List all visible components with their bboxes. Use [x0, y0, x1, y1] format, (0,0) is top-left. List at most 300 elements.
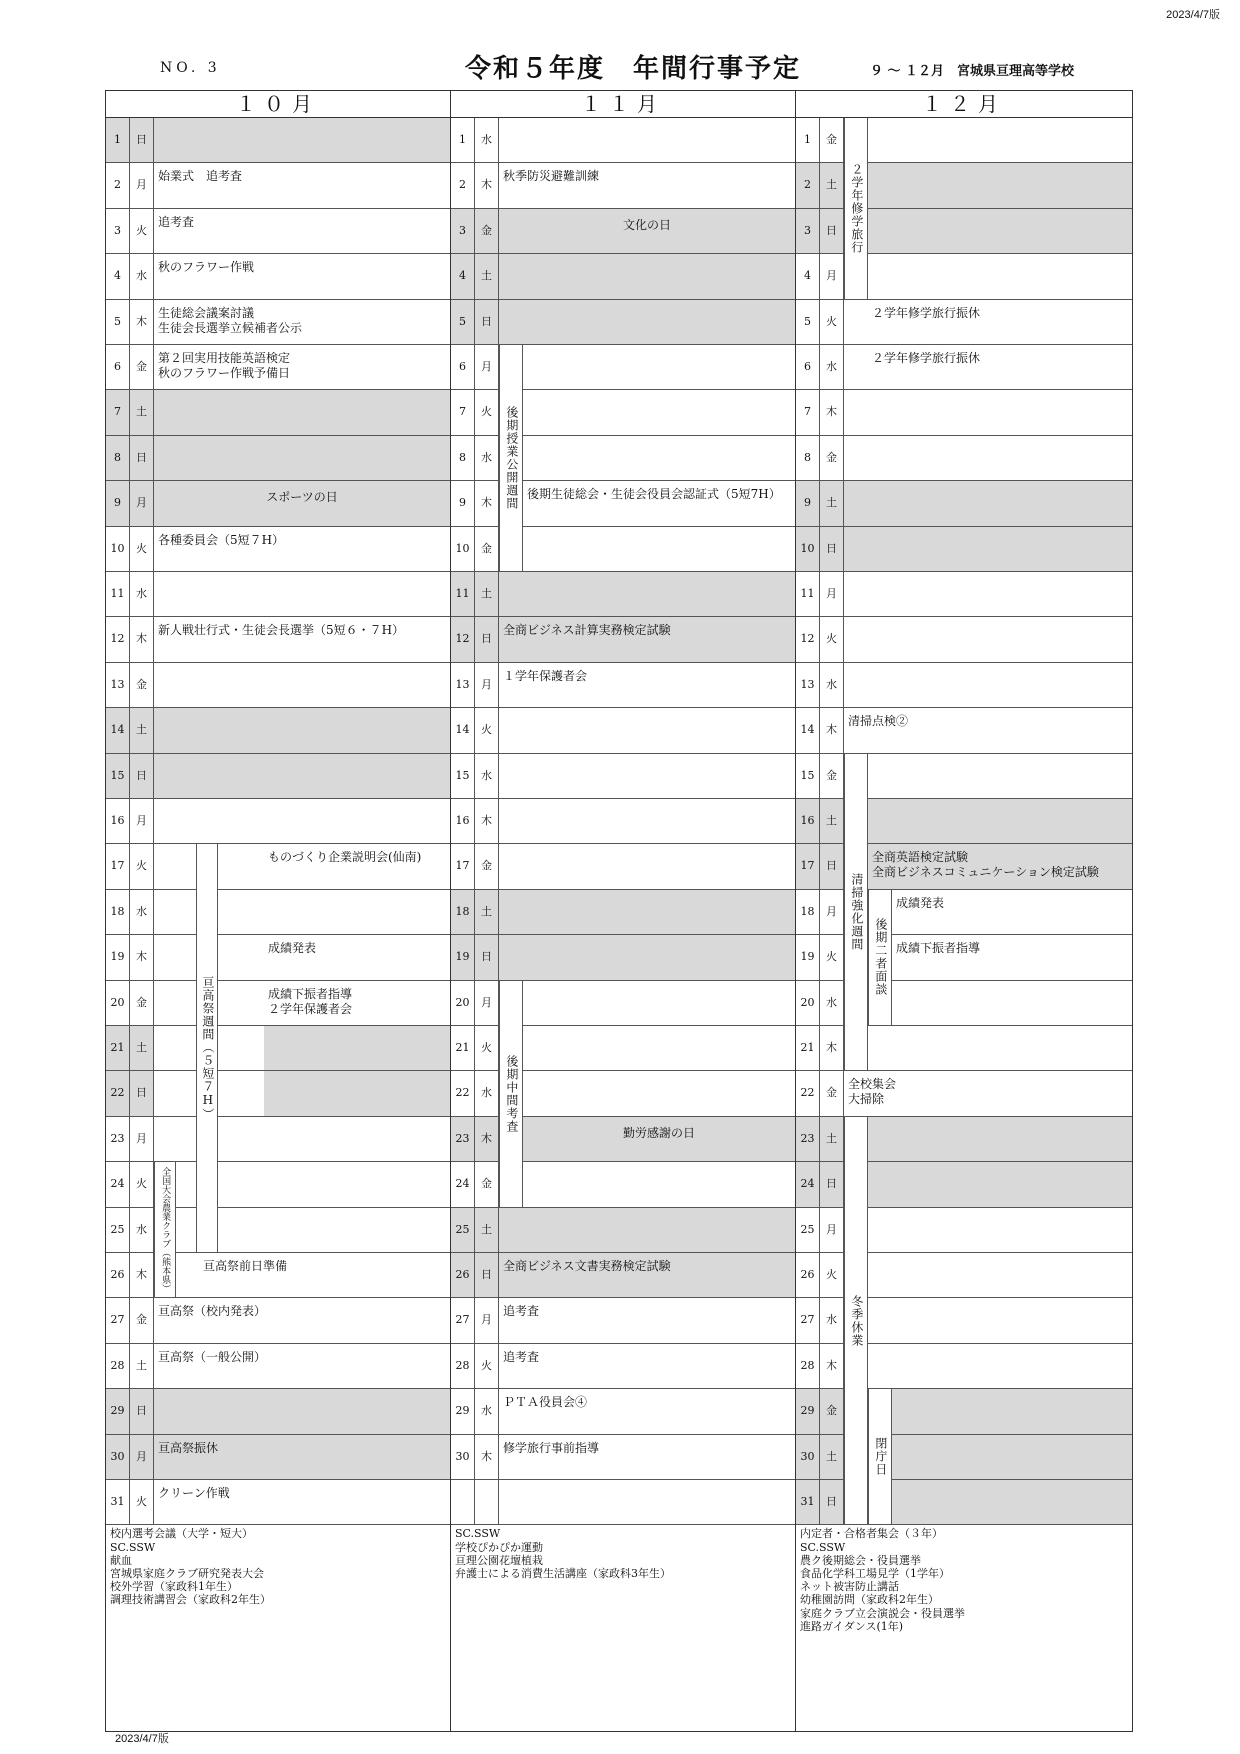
event-text [154, 390, 450, 434]
period-band: 後期中間考査 [499, 981, 523, 1207]
event-text [499, 300, 795, 344]
event-text: 全商ビジネス文書実務検定試験 [499, 1253, 795, 1297]
day-row [451, 663, 795, 708]
day-number: 16 [451, 799, 475, 843]
weekday: 木 [820, 390, 844, 434]
event-text: 文化の日 [499, 209, 795, 253]
event-text: 全商英語検定試験 全商ビジネスコミュニケーション検定試験 [868, 844, 1132, 888]
day-number: 26 [796, 1253, 820, 1297]
event-text [499, 799, 795, 843]
event-text: 全商ビジネス計算実務検定試験 [499, 617, 795, 661]
event-text [154, 799, 450, 843]
month-column-december [796, 91, 1132, 1731]
weekday: 水 [475, 1389, 499, 1433]
day-number: 27 [106, 1298, 130, 1342]
weekday: 木 [130, 935, 154, 979]
day-row [106, 300, 450, 345]
weekday: 日 [130, 436, 154, 480]
day-row [106, 981, 450, 1026]
day-row [106, 663, 450, 708]
event-text [499, 754, 795, 798]
event-text [499, 844, 795, 888]
day-number: 20 [451, 981, 475, 1025]
page-title: 令和５年度 年間行事予定 [465, 54, 802, 84]
weekday: 木 [475, 163, 499, 207]
weekday: 月 [130, 163, 154, 207]
event-text [844, 436, 1132, 480]
weekday: 木 [475, 1117, 499, 1161]
weekday: 火 [475, 1344, 499, 1388]
weekday: 金 [475, 1162, 499, 1206]
day-number: 1 [451, 118, 475, 162]
day-row [106, 209, 450, 254]
month-header: １２月 [796, 91, 1132, 118]
weekday: 月 [820, 890, 844, 934]
event-text: ２学年修学旅行振休 [872, 351, 981, 365]
event-text: 成績下振者指導 ２学年保護者会 [268, 986, 353, 1016]
day-number: 22 [451, 1071, 475, 1115]
day-number: 5 [106, 300, 130, 344]
day-number: 14 [451, 708, 475, 752]
event-text [499, 118, 795, 162]
day-number: 21 [796, 1026, 820, 1070]
weekday: 月 [820, 572, 844, 616]
day-number: 30 [796, 1435, 820, 1479]
weekday: 日 [820, 209, 844, 253]
day-row [106, 1435, 450, 1480]
weekday: 火 [130, 527, 154, 571]
event-text [868, 799, 1132, 843]
day-row [451, 935, 795, 980]
day-number: 17 [106, 844, 130, 888]
day-number: 31 [106, 1480, 130, 1524]
event-text: 成績下振者指導 [896, 941, 981, 956]
day-number: 17 [451, 844, 475, 888]
weekday: 土 [820, 481, 844, 525]
weekday: 金 [475, 844, 499, 888]
weekday: 金 [820, 1071, 844, 1115]
day-number: 6 [796, 345, 820, 389]
event-text: １学年保護者会 [503, 668, 588, 683]
day-row [451, 1253, 795, 1298]
version-label: 2023/4/7版 [1166, 9, 1220, 21]
day-row [451, 118, 795, 163]
day-row [451, 163, 795, 208]
weekday: 土 [475, 890, 499, 934]
event-text [499, 935, 795, 979]
weekday: 火 [820, 1253, 844, 1297]
monthly-notes: 校内選考会議（大学・短大） SC.SSW 献血 宮城県家庭クラブ研究発表大会 校外学習（家政科1年生） 調理技術講習会（家政科2年生） [110, 1527, 271, 1607]
event-text: クリーン作戦 [158, 1486, 230, 1500]
annual-schedule-table [105, 90, 1133, 1732]
event-text: 亘高祭（校内発表） [158, 1304, 267, 1319]
weekday: 土 [130, 708, 154, 752]
weekday: 木 [475, 1435, 499, 1479]
day-number: 11 [451, 572, 475, 616]
weekday: 日 [820, 1162, 844, 1206]
event-text [868, 118, 1132, 162]
day-row [106, 708, 450, 753]
day-number: 26 [106, 1253, 130, 1297]
event-text: 秋季防災避難訓練 [503, 169, 600, 184]
month-column-november [451, 91, 796, 1731]
day-row [451, 1389, 795, 1434]
event-text [523, 390, 795, 434]
event-text: 生徒総会議案討議 生徒会長選挙立候補者公示 [158, 305, 303, 335]
day-number: 23 [451, 1117, 475, 1161]
weekday: 水 [130, 1208, 154, 1252]
day-number: 27 [451, 1298, 475, 1342]
day-row [451, 708, 795, 753]
weekday: 土 [820, 1117, 844, 1161]
day-row [796, 481, 1132, 526]
event-text [264, 1117, 450, 1161]
period-band: 清掃強化週間 [844, 754, 868, 1071]
weekday: 木 [820, 1026, 844, 1070]
event-text: 亘高祭前日準備 [203, 1259, 288, 1273]
day-row [106, 345, 450, 390]
event-text [499, 708, 795, 752]
weekday: 月 [130, 1117, 154, 1161]
weekday: 木 [130, 617, 154, 661]
weekday: 金 [820, 754, 844, 798]
day-row [106, 1298, 450, 1343]
weekday: 木 [820, 708, 844, 752]
weekday: 金 [820, 1389, 844, 1433]
weekday: 日 [475, 617, 499, 661]
event-text: スポーツの日 [154, 481, 450, 525]
day-number: 28 [106, 1344, 130, 1388]
version-label-footer: 2023/4/7版 [115, 1733, 169, 1745]
day-row [106, 617, 450, 662]
day-row [796, 300, 1132, 345]
day-number: 23 [796, 1117, 820, 1161]
event-text: ２学年修学旅行振休 [872, 305, 981, 320]
day-number: 22 [796, 1071, 820, 1115]
weekday: 水 [475, 754, 499, 798]
event-text [264, 1026, 450, 1070]
day-number: 24 [106, 1162, 130, 1206]
weekday: 金 [130, 981, 154, 1025]
month-header: １１月 [451, 91, 795, 118]
event-text [868, 254, 1132, 298]
day-number: 17 [796, 844, 820, 888]
day-row [451, 754, 795, 799]
day-number: 13 [796, 663, 820, 707]
weekday: 月 [475, 663, 499, 707]
document-number: NO. 3 [160, 60, 221, 76]
day-number: 10 [796, 527, 820, 571]
event-text [154, 663, 450, 707]
day-row [106, 1026, 450, 1071]
day-row [106, 935, 450, 980]
weekday: 日 [475, 1253, 499, 1297]
period-band: 後期授業公開週間 [499, 345, 523, 571]
day-number: 11 [796, 572, 820, 616]
weekday: 火 [475, 708, 499, 752]
weekday: 木 [820, 1344, 844, 1388]
day-row [796, 663, 1132, 708]
event-text: 秋のフラワー作戦 [158, 260, 255, 275]
day-number: 29 [451, 1389, 475, 1433]
weekday: 金 [820, 118, 844, 162]
day-number: 24 [451, 1162, 475, 1206]
event-text [844, 481, 1132, 525]
day-number: 20 [796, 981, 820, 1025]
event-text [523, 1026, 795, 1070]
event-text: 新人戦壮行式・生徒会長選挙（5短６・７H） [158, 623, 405, 638]
day-row [106, 163, 450, 208]
event-text [499, 1480, 795, 1524]
day-row [106, 390, 450, 435]
event-text [892, 1389, 1132, 1433]
period-and-school: ９ ～ １２月 宮城県亘理高等学校 [870, 64, 1075, 79]
day-number: 16 [796, 799, 820, 843]
weekday: 月 [475, 1298, 499, 1342]
weekday: 日 [475, 300, 499, 344]
day-number: 6 [106, 345, 130, 389]
event-text [892, 981, 1132, 1025]
event-text [154, 1389, 450, 1433]
weekday: 月 [475, 345, 499, 389]
day-row [796, 708, 1132, 753]
weekday: 水 [130, 890, 154, 934]
day-number: 3 [106, 209, 130, 253]
event-text [264, 1162, 450, 1206]
event-text: 亘高祭（一般公開） [158, 1349, 267, 1364]
day-number: 9 [106, 481, 130, 525]
event-text [154, 572, 450, 616]
weekday: 月 [130, 481, 154, 525]
day-number: 16 [106, 799, 130, 843]
weekday: 日 [820, 1480, 844, 1524]
weekday: 土 [475, 254, 499, 298]
weekday: 水 [820, 981, 844, 1025]
weekday: 火 [475, 1026, 499, 1070]
day-number: 8 [796, 436, 820, 480]
weekday: 水 [820, 345, 844, 389]
day-row [796, 390, 1132, 435]
weekday: 月 [475, 981, 499, 1025]
day-number: 25 [796, 1208, 820, 1252]
day-number: 7 [796, 390, 820, 434]
day-number: 15 [106, 754, 130, 798]
weekday: 木 [130, 300, 154, 344]
day-row [796, 1071, 1132, 1116]
day-number: 8 [106, 436, 130, 480]
event-text: 始業式 追考査 [158, 169, 243, 184]
day-number: 3 [451, 209, 475, 253]
weekday: 木 [130, 1253, 154, 1297]
weekday: 金 [130, 345, 154, 389]
day-number: 22 [106, 1071, 130, 1115]
weekday: 土 [130, 1026, 154, 1070]
day-number: 14 [796, 708, 820, 752]
event-text: 追考査 [158, 214, 195, 229]
event-text [868, 209, 1132, 253]
day-row [106, 1117, 450, 1162]
event-text [499, 1208, 795, 1252]
day-row [451, 1435, 795, 1480]
weekday: 月 [820, 1208, 844, 1252]
event-text [523, 1162, 795, 1206]
weekday: 日 [820, 844, 844, 888]
event-text [868, 1026, 1132, 1070]
day-row [796, 345, 1132, 390]
month-column-october [106, 91, 451, 1731]
day-row [106, 481, 450, 526]
day-number: 20 [106, 981, 130, 1025]
day-number [451, 1480, 475, 1524]
event-text [868, 1253, 1132, 1297]
weekday: 金 [475, 209, 499, 253]
day-number: 4 [796, 254, 820, 298]
event-text [844, 572, 1132, 616]
weekday: 日 [130, 1071, 154, 1115]
event-text [868, 1162, 1132, 1206]
day-number: 9 [451, 481, 475, 525]
weekday: 月 [820, 254, 844, 298]
weekday: 水 [820, 1298, 844, 1342]
day-number: 29 [796, 1389, 820, 1433]
day-row [106, 572, 450, 617]
event-text [523, 436, 795, 480]
day-row [106, 890, 450, 935]
period-band: 全国大会農業クラブ（熊本県） [154, 1162, 176, 1297]
weekday: 日 [820, 527, 844, 571]
day-number: 1 [106, 118, 130, 162]
period-band: 亘高祭週間（５短７H） [196, 844, 218, 1252]
weekday: 土 [130, 1344, 154, 1388]
day-row [796, 436, 1132, 481]
event-text [264, 890, 450, 934]
event-text: 成績発表 [896, 895, 945, 910]
weekday: 木 [475, 481, 499, 525]
weekday: 水 [820, 663, 844, 707]
event-text [868, 163, 1132, 207]
event-text: 追考査 [503, 1304, 540, 1319]
weekday: 木 [475, 799, 499, 843]
period-band: 閉庁日 [868, 1389, 892, 1524]
event-text [154, 436, 450, 480]
event-text: 全校集会 大掃除 [848, 1077, 897, 1107]
event-text [499, 254, 795, 298]
weekday: 金 [820, 436, 844, 480]
period-band: 冬季休業 [844, 1117, 868, 1525]
event-text [868, 754, 1132, 798]
event-text: 追考査 [503, 1349, 540, 1364]
day-row [796, 527, 1132, 572]
day-row [106, 1071, 450, 1116]
day-number: 12 [451, 617, 475, 661]
day-number: 12 [106, 617, 130, 661]
period-band: 後期二者面談 [868, 890, 892, 1025]
day-row [451, 1298, 795, 1343]
weekday: 火 [130, 209, 154, 253]
day-row [451, 254, 795, 299]
day-row [106, 436, 450, 481]
weekday: 火 [130, 844, 154, 888]
day-number: 18 [106, 890, 130, 934]
day-row [796, 617, 1132, 662]
event-text [844, 527, 1132, 571]
day-row [106, 254, 450, 299]
monthly-notes: 内定者・合格者集会（３年） SC.SSW 農ク後期総会・役員選挙 食品化学科工場見学（1学年） ネット被害防止講話 幼稚園訪問（家政科2年生） 家庭クラブ立会演説会・役員選挙 進路ガイダンス(1年) [800, 1527, 965, 1633]
event-text [892, 1435, 1132, 1479]
day-number: 3 [796, 209, 820, 253]
day-row [796, 572, 1132, 617]
weekday: 金 [130, 1298, 154, 1342]
event-text: 成績発表 [268, 941, 317, 956]
day-number: 10 [451, 527, 475, 571]
weekday: 火 [475, 390, 499, 434]
event-text [868, 1344, 1132, 1388]
period-band: ２学年修学旅行 [844, 118, 868, 299]
day-number: 27 [796, 1298, 820, 1342]
weekday: 日 [130, 1389, 154, 1433]
day-row [451, 209, 795, 254]
event-text: 清掃点検② [848, 714, 909, 729]
weekday: 日 [475, 935, 499, 979]
weekday: 金 [130, 663, 154, 707]
event-text: 後期生徒総会・生徒会役員会認証式（5短7H） [527, 487, 781, 502]
day-row [451, 1344, 795, 1389]
day-row [451, 617, 795, 662]
day-number: 26 [451, 1253, 475, 1297]
day-row [451, 890, 795, 935]
day-number: 31 [796, 1480, 820, 1524]
weekday: 土 [820, 1435, 844, 1479]
day-row [451, 799, 795, 844]
day-number: 4 [106, 254, 130, 298]
day-row [106, 118, 450, 163]
day-number: 2 [451, 163, 475, 207]
event-text: 各種委員会（5短７H） [158, 532, 285, 547]
weekday: 日 [130, 754, 154, 798]
event-text [868, 1298, 1132, 1342]
day-number: 11 [106, 572, 130, 616]
weekday: 水 [130, 254, 154, 298]
day-number: 13 [451, 663, 475, 707]
day-number: 19 [451, 935, 475, 979]
weekday: 火 [820, 300, 844, 344]
weekday: 水 [475, 436, 499, 480]
day-number: 25 [451, 1208, 475, 1252]
day-number: 15 [451, 754, 475, 798]
day-number: 7 [451, 390, 475, 434]
day-number: 4 [451, 254, 475, 298]
event-text [499, 572, 795, 616]
day-number: 12 [796, 617, 820, 661]
day-number: 19 [106, 935, 130, 979]
day-number: 21 [106, 1026, 130, 1070]
day-number: 1 [796, 118, 820, 162]
weekday: 金 [475, 527, 499, 571]
weekday: 土 [820, 799, 844, 843]
weekday: 土 [475, 1208, 499, 1252]
day-number: 13 [106, 663, 130, 707]
event-text [523, 527, 795, 571]
day-number: 8 [451, 436, 475, 480]
event-text: ものづくり企業説明会(仙南) [268, 850, 422, 865]
day-number: 14 [106, 708, 130, 752]
day-row [106, 1344, 450, 1389]
weekday: 水 [130, 572, 154, 616]
day-number: 19 [796, 935, 820, 979]
day-row [106, 754, 450, 799]
day-row [451, 300, 795, 345]
weekday: 水 [475, 118, 499, 162]
